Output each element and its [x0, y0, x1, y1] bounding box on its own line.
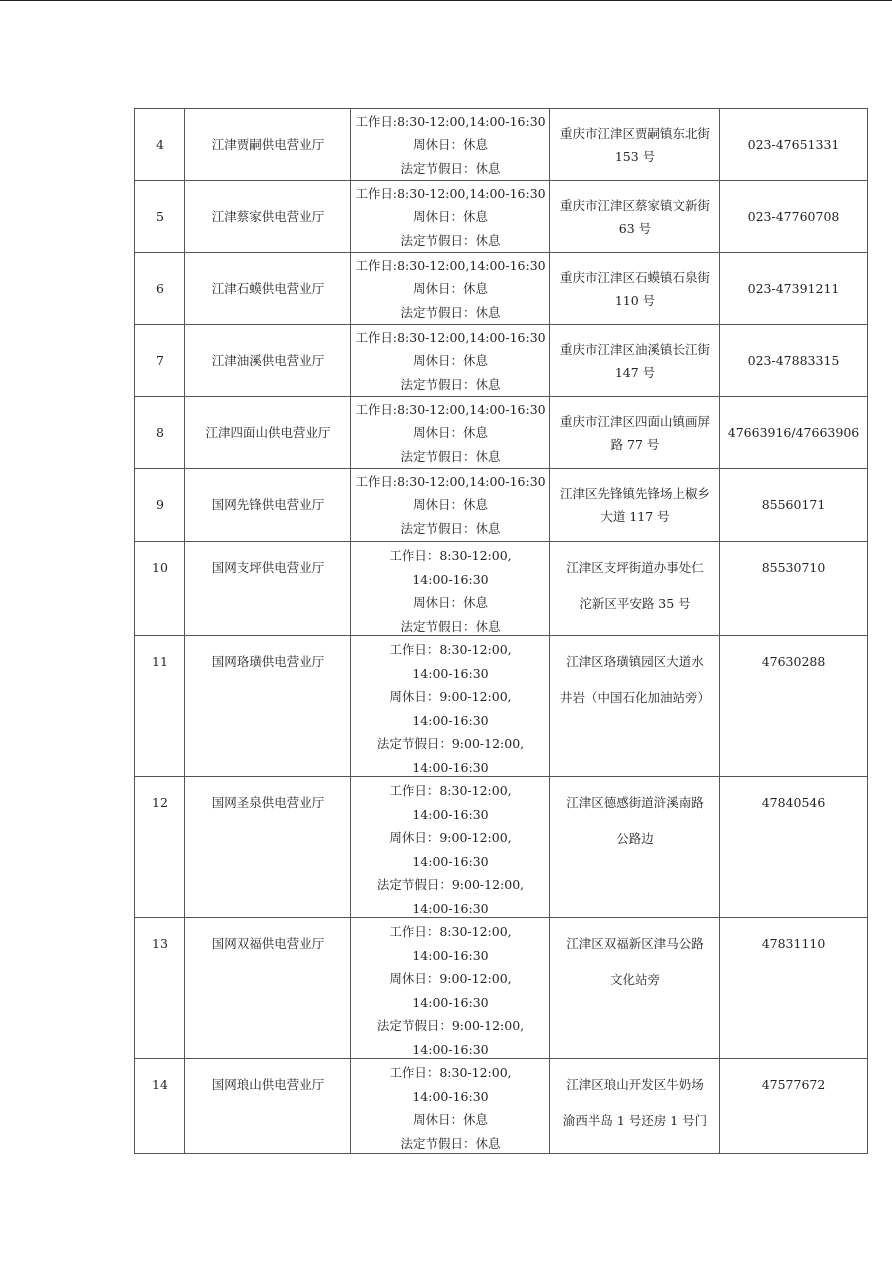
hours-line: 工作日:8:30-12:00,14:00-16:30	[355, 329, 546, 345]
hours-line: 工作日：8:30-12:00,	[389, 548, 512, 563]
hours-line: 14:00-16:30	[412, 1041, 489, 1057]
row-number: 5	[134, 180, 185, 253]
address-line: 110 号	[614, 293, 656, 308]
address-line: 重庆市江津区石蟆镇石泉街	[559, 269, 710, 285]
hours-line: 14:00-16:30	[412, 900, 489, 916]
hours-line: 周休日：休息	[412, 137, 488, 153]
hours-line: 周休日：9:00-12:00,	[389, 689, 512, 704]
hours-line: 法定节假日：休息	[400, 448, 501, 464]
hours-line: 法定节假日：休息	[400, 304, 501, 320]
hours-line: 14:00-16:30	[412, 1088, 489, 1104]
address-line: 公路边	[616, 831, 654, 846]
business-hours	[350, 917, 550, 1059]
address-line: 江津区德感街道浒溪南路	[566, 795, 704, 810]
address-line: 井岩（中国石化加油站旁）	[559, 690, 710, 705]
hours-line: 工作日：8:30-12:00,	[389, 1065, 512, 1080]
hall-name: 国网珞璜供电营业厅	[184, 635, 351, 777]
hours-line: 周休日：休息	[412, 425, 488, 441]
hours-line: 法定节假日：9:00-12:00,	[376, 877, 525, 892]
phone-number: 47630288	[719, 635, 868, 777]
address-line: 江津区珞璜镇园区大道水	[566, 654, 704, 669]
hall-name: 国网支坪供电营业厅	[184, 541, 351, 636]
hall-address	[549, 396, 720, 469]
hours-line: 法定节假日：休息	[400, 1135, 501, 1151]
table-row	[0, 635, 892, 777]
business-hours	[350, 324, 550, 397]
business-hours	[350, 468, 550, 541]
phone-number: 47663916/47663906	[719, 396, 868, 469]
address-line: 路 77 号	[610, 437, 660, 452]
hall-address	[549, 180, 720, 253]
hours-line: 法定节假日：休息	[400, 618, 501, 634]
hall-address	[549, 541, 720, 636]
hours-line: 周休日：休息	[412, 353, 488, 369]
hours-line: 工作日:8:30-12:00,14:00-16:30	[355, 401, 546, 417]
hall-address	[549, 468, 720, 541]
address-line: 153 号	[614, 149, 656, 164]
hall-name: 国网琅山供电营业厅	[184, 1058, 351, 1154]
row-number: 4	[134, 108, 185, 181]
table-row	[0, 541, 892, 636]
hours-line: 工作日:8:30-12:00,14:00-16:30	[355, 185, 546, 201]
hall-name: 国网圣泉供电营业厅	[184, 776, 351, 918]
business-hours	[350, 252, 550, 325]
address-line: 重庆市江津区蔡家镇文新街	[559, 197, 710, 213]
business-hours	[350, 180, 550, 253]
hall-address	[549, 108, 720, 181]
hours-line: 工作日：8:30-12:00,	[389, 783, 512, 798]
hours-line: 14:00-16:30	[412, 712, 489, 728]
hours-line: 14:00-16:30	[412, 853, 489, 869]
address-line: 江津区支坪街道办事处仁	[566, 560, 704, 575]
hall-name: 江津油溪供电营业厅	[184, 324, 351, 397]
address-line: 重庆市江津区油溪镇长江街	[559, 341, 710, 357]
table-row	[0, 396, 892, 469]
hall-address	[549, 776, 720, 918]
business-hours	[350, 396, 550, 469]
row-number: 13	[134, 917, 185, 1059]
hall-address	[549, 917, 720, 1059]
table-row	[0, 776, 892, 918]
phone-number: 47840546	[719, 776, 868, 918]
hours-line: 周休日：9:00-12:00,	[389, 830, 512, 845]
hall-address	[549, 324, 720, 397]
hall-name: 江津蔡家供电营业厅	[184, 180, 351, 253]
address-line: 重庆市江津区贾嗣镇东北街	[559, 125, 710, 141]
hours-line: 14:00-16:30	[412, 994, 489, 1010]
hours-line: 工作日：8:30-12:00,	[389, 924, 512, 939]
hall-name: 国网双福供电营业厅	[184, 917, 351, 1059]
table-row	[0, 108, 892, 181]
address-line: 147 号	[614, 365, 656, 380]
hours-line: 14:00-16:30	[412, 806, 489, 822]
phone-number: 85560171	[719, 468, 868, 541]
hours-line: 工作日:8:30-12:00,14:00-16:30	[355, 113, 546, 129]
address-line: 文化站旁	[609, 972, 660, 987]
hall-name: 江津四面山供电营业厅	[184, 396, 351, 469]
hours-line: 14:00-16:30	[412, 947, 489, 963]
address-line: 沱新区平安路 35 号	[579, 596, 691, 611]
hall-address	[549, 635, 720, 777]
row-number: 12	[134, 776, 185, 918]
address-line: 江津区先锋镇先锋场上椒乡	[559, 485, 710, 501]
hours-line: 工作日：8:30-12:00,	[389, 642, 512, 657]
hours-line: 周休日：休息	[412, 1112, 488, 1127]
row-number: 7	[134, 324, 185, 397]
business-hours	[350, 541, 550, 636]
business-hours	[350, 776, 550, 918]
phone-number: 47831110	[719, 917, 868, 1059]
phone-number: 023-47883315	[719, 324, 868, 397]
hours-line: 工作日:8:30-12:00,14:00-16:30	[355, 257, 546, 273]
business-hours	[350, 635, 550, 777]
hours-line: 法定节假日：休息	[400, 232, 501, 248]
hall-name: 国网先锋供电营业厅	[184, 468, 351, 541]
hours-line: 法定节假日：休息	[400, 160, 501, 176]
address-line: 大道 117 号	[600, 509, 670, 524]
business-hours	[350, 108, 550, 181]
row-number: 11	[134, 635, 185, 777]
address-line: 江津区双福新区津马公路	[566, 936, 704, 951]
hours-line: 法定节假日：休息	[400, 376, 501, 392]
hours-line: 周休日：9:00-12:00,	[389, 971, 512, 986]
hours-line: 周休日：休息	[412, 595, 488, 610]
row-number: 9	[134, 468, 185, 541]
phone-number: 85530710	[719, 541, 868, 636]
hall-address	[549, 252, 720, 325]
row-number: 8	[134, 396, 185, 469]
phone-number: 023-47760708	[719, 180, 868, 253]
table-row	[0, 468, 892, 541]
phone-number: 023-47391211	[719, 252, 868, 325]
hours-line: 工作日:8:30-12:00,14:00-16:30	[355, 473, 546, 489]
hours-line: 法定节假日：休息	[400, 520, 501, 536]
table-row	[0, 1058, 892, 1154]
table-row	[0, 252, 892, 325]
hall-name: 江津石蟆供电营业厅	[184, 252, 351, 325]
row-number: 6	[134, 252, 185, 325]
table-row	[0, 324, 892, 397]
table-row	[0, 180, 892, 253]
hours-line: 周休日：休息	[412, 497, 488, 513]
hours-line: 法定节假日：9:00-12:00,	[376, 1018, 525, 1033]
address-line: 63 号	[618, 221, 652, 236]
row-number: 14	[134, 1058, 185, 1154]
row-number: 10	[134, 541, 185, 636]
hours-line: 14:00-16:30	[412, 759, 489, 775]
hours-line: 周休日：休息	[412, 209, 488, 225]
address-line: 渝西半岛 1 号还房 1 号门	[562, 1113, 708, 1128]
phone-number: 47577672	[719, 1058, 868, 1154]
phone-number: 023-47651331	[719, 108, 868, 181]
hours-line: 14:00-16:30	[412, 571, 489, 587]
hall-name: 江津贾嗣供电营业厅	[184, 108, 351, 181]
business-hours	[350, 1058, 550, 1154]
hours-line: 14:00-16:30	[412, 665, 489, 681]
hours-line: 法定节假日：9:00-12:00,	[376, 736, 525, 751]
hall-address	[549, 1058, 720, 1154]
address-line: 重庆市江津区四面山镇画屏	[559, 413, 710, 429]
address-line: 江津区琅山开发区牛奶场	[566, 1077, 704, 1092]
table-bottom-rule	[134, 1153, 868, 1154]
table-row	[0, 917, 892, 1059]
hours-line: 周休日：休息	[412, 281, 488, 297]
